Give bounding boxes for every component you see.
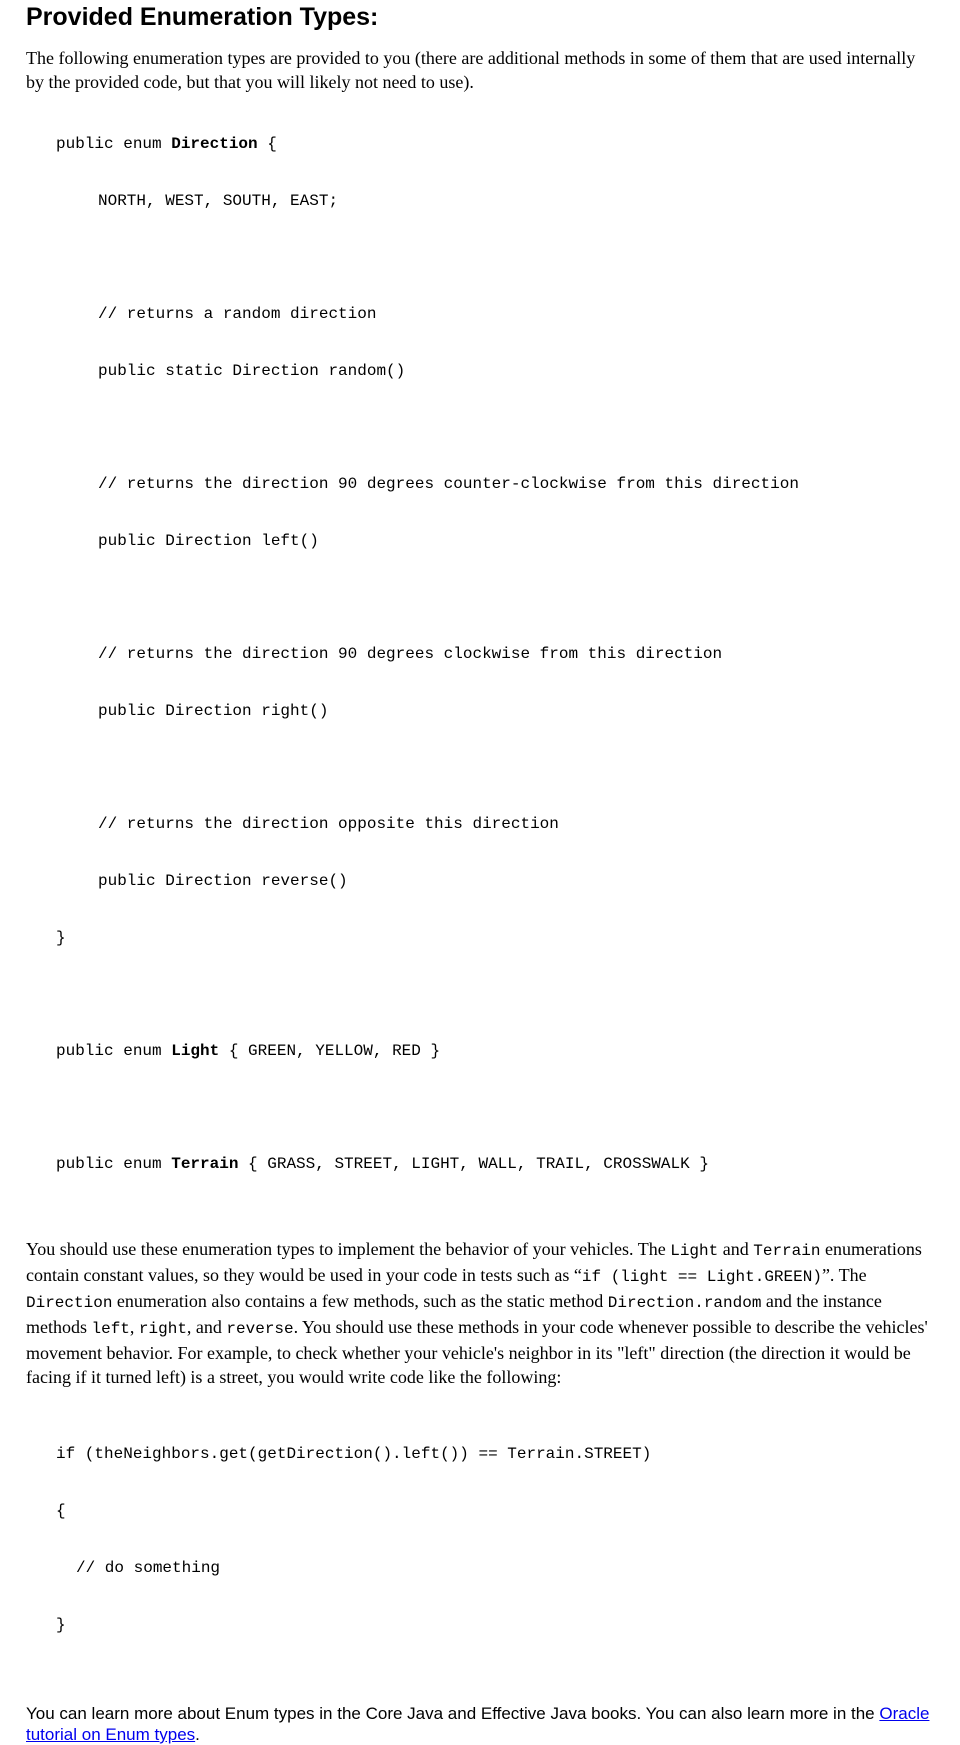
code-keyword: public enum	[56, 1042, 172, 1060]
document-page	[26, 0, 936, 1745]
usage-paragraph	[26, 1237, 936, 1405]
code-blank-line	[26, 984, 936, 1005]
inline-code-direction: Direction	[26, 1294, 113, 1313]
right-comment: // returns the direction 90 degrees clockwise from this direction	[98, 645, 723, 664]
direction-enum-close: }	[56, 928, 66, 947]
code-blank-line	[26, 758, 936, 779]
text-run: and	[718, 1239, 754, 1260]
random-signature: public static Direction random()	[98, 361, 406, 380]
light-enum-values: { GREEN, YELLOW, RED }	[219, 1042, 441, 1060]
inline-code-left: left	[91, 1320, 130, 1339]
code-blank-line	[26, 588, 936, 609]
enum-code-block	[26, 98, 936, 1211]
example-close-brace: }	[56, 1616, 66, 1635]
reverse-comment: // returns the direction opposite this direction	[98, 815, 559, 834]
terrain-enum-declaration	[26, 1154, 936, 1175]
text-run: ,	[129, 1317, 139, 1338]
inline-code-terrain: Terrain	[753, 1242, 821, 1261]
right-signature: public Direction right()	[98, 701, 329, 720]
left-comment: // returns the direction 90 degrees counter-clockwise from this direction	[98, 475, 799, 494]
code-blank-line	[26, 247, 936, 268]
footer-text: You can learn more about Enum types in the Core Java and Effective Java books. You can also learn more in the	[26, 1704, 880, 1724]
example-open-brace: {	[56, 1502, 66, 1521]
page-title: Provided Enumeration Types:	[26, 3, 379, 31]
text-run: enumerations contain constant values, so they would be used in your code in tests such as “	[26, 1239, 922, 1286]
code-blank-line	[26, 417, 936, 438]
code-keyword: public enum	[56, 135, 172, 153]
terrain-enum-name: Terrain	[171, 1155, 239, 1174]
footer-paragraph	[26, 1703, 936, 1745]
inline-code-right: right	[138, 1320, 187, 1339]
terrain-enum-values: { GRASS, STREET, LIGHT, WALL, TRAIL, CROSSWALK }	[238, 1155, 709, 1174]
text-run: and the instance methods	[26, 1291, 882, 1338]
example-if-line: if (theNeighbors.get(getDirection().left()) == Terrain.STREET)	[56, 1445, 652, 1464]
left-signature: public Direction left()	[98, 531, 319, 550]
footer-period: .	[195, 1725, 200, 1745]
random-comment: // returns a random direction	[98, 305, 377, 324]
text-run: , and	[186, 1317, 227, 1338]
light-enum-name: Light	[171, 1042, 220, 1060]
oracle-tutorial-link[interactable]: Oracle tutorial on Enum types	[26, 1704, 930, 1745]
reverse-signature: public Direction reverse()	[98, 871, 348, 890]
light-enum-declaration	[26, 1041, 936, 1062]
code-keyword: public enum	[56, 1155, 172, 1174]
text-run: enumeration also contains a few methods, such as the static method	[112, 1291, 608, 1312]
text-run: ”. The	[821, 1265, 867, 1286]
example-code-block	[26, 1408, 936, 1672]
inline-code-light: Light	[670, 1242, 719, 1261]
inline-code-light-test: if (light == Light.GREEN)	[581, 1268, 822, 1287]
text-run: You should use these enumeration types to implement the behavior of your vehicles. The	[26, 1239, 671, 1260]
inline-code-reverse: reverse	[226, 1320, 294, 1339]
code-blank-line	[26, 1098, 936, 1119]
code-brace: {	[257, 135, 277, 153]
inline-code-direction-random: Direction.random	[607, 1294, 762, 1313]
example-comment: // do something	[76, 1559, 221, 1578]
direction-enum-declaration	[26, 134, 936, 155]
direction-enum-name: Direction	[171, 135, 258, 153]
intro-paragraph: The following enumeration types are provided to you (there are additional methods in some of them that are used internally by the provided code, but that you will likely not need to use).	[26, 48, 916, 92]
text-run: . You should use these methods in your code whenever possible to describe the vehicles' movement behavior. For example, to check whether your vehicle's neighbor in its "left" direction (the direction it would be facing if it turned left) is a street, you would write code like the following:	[26, 1317, 928, 1388]
direction-values: NORTH, WEST, SOUTH, EAST;	[98, 191, 339, 210]
